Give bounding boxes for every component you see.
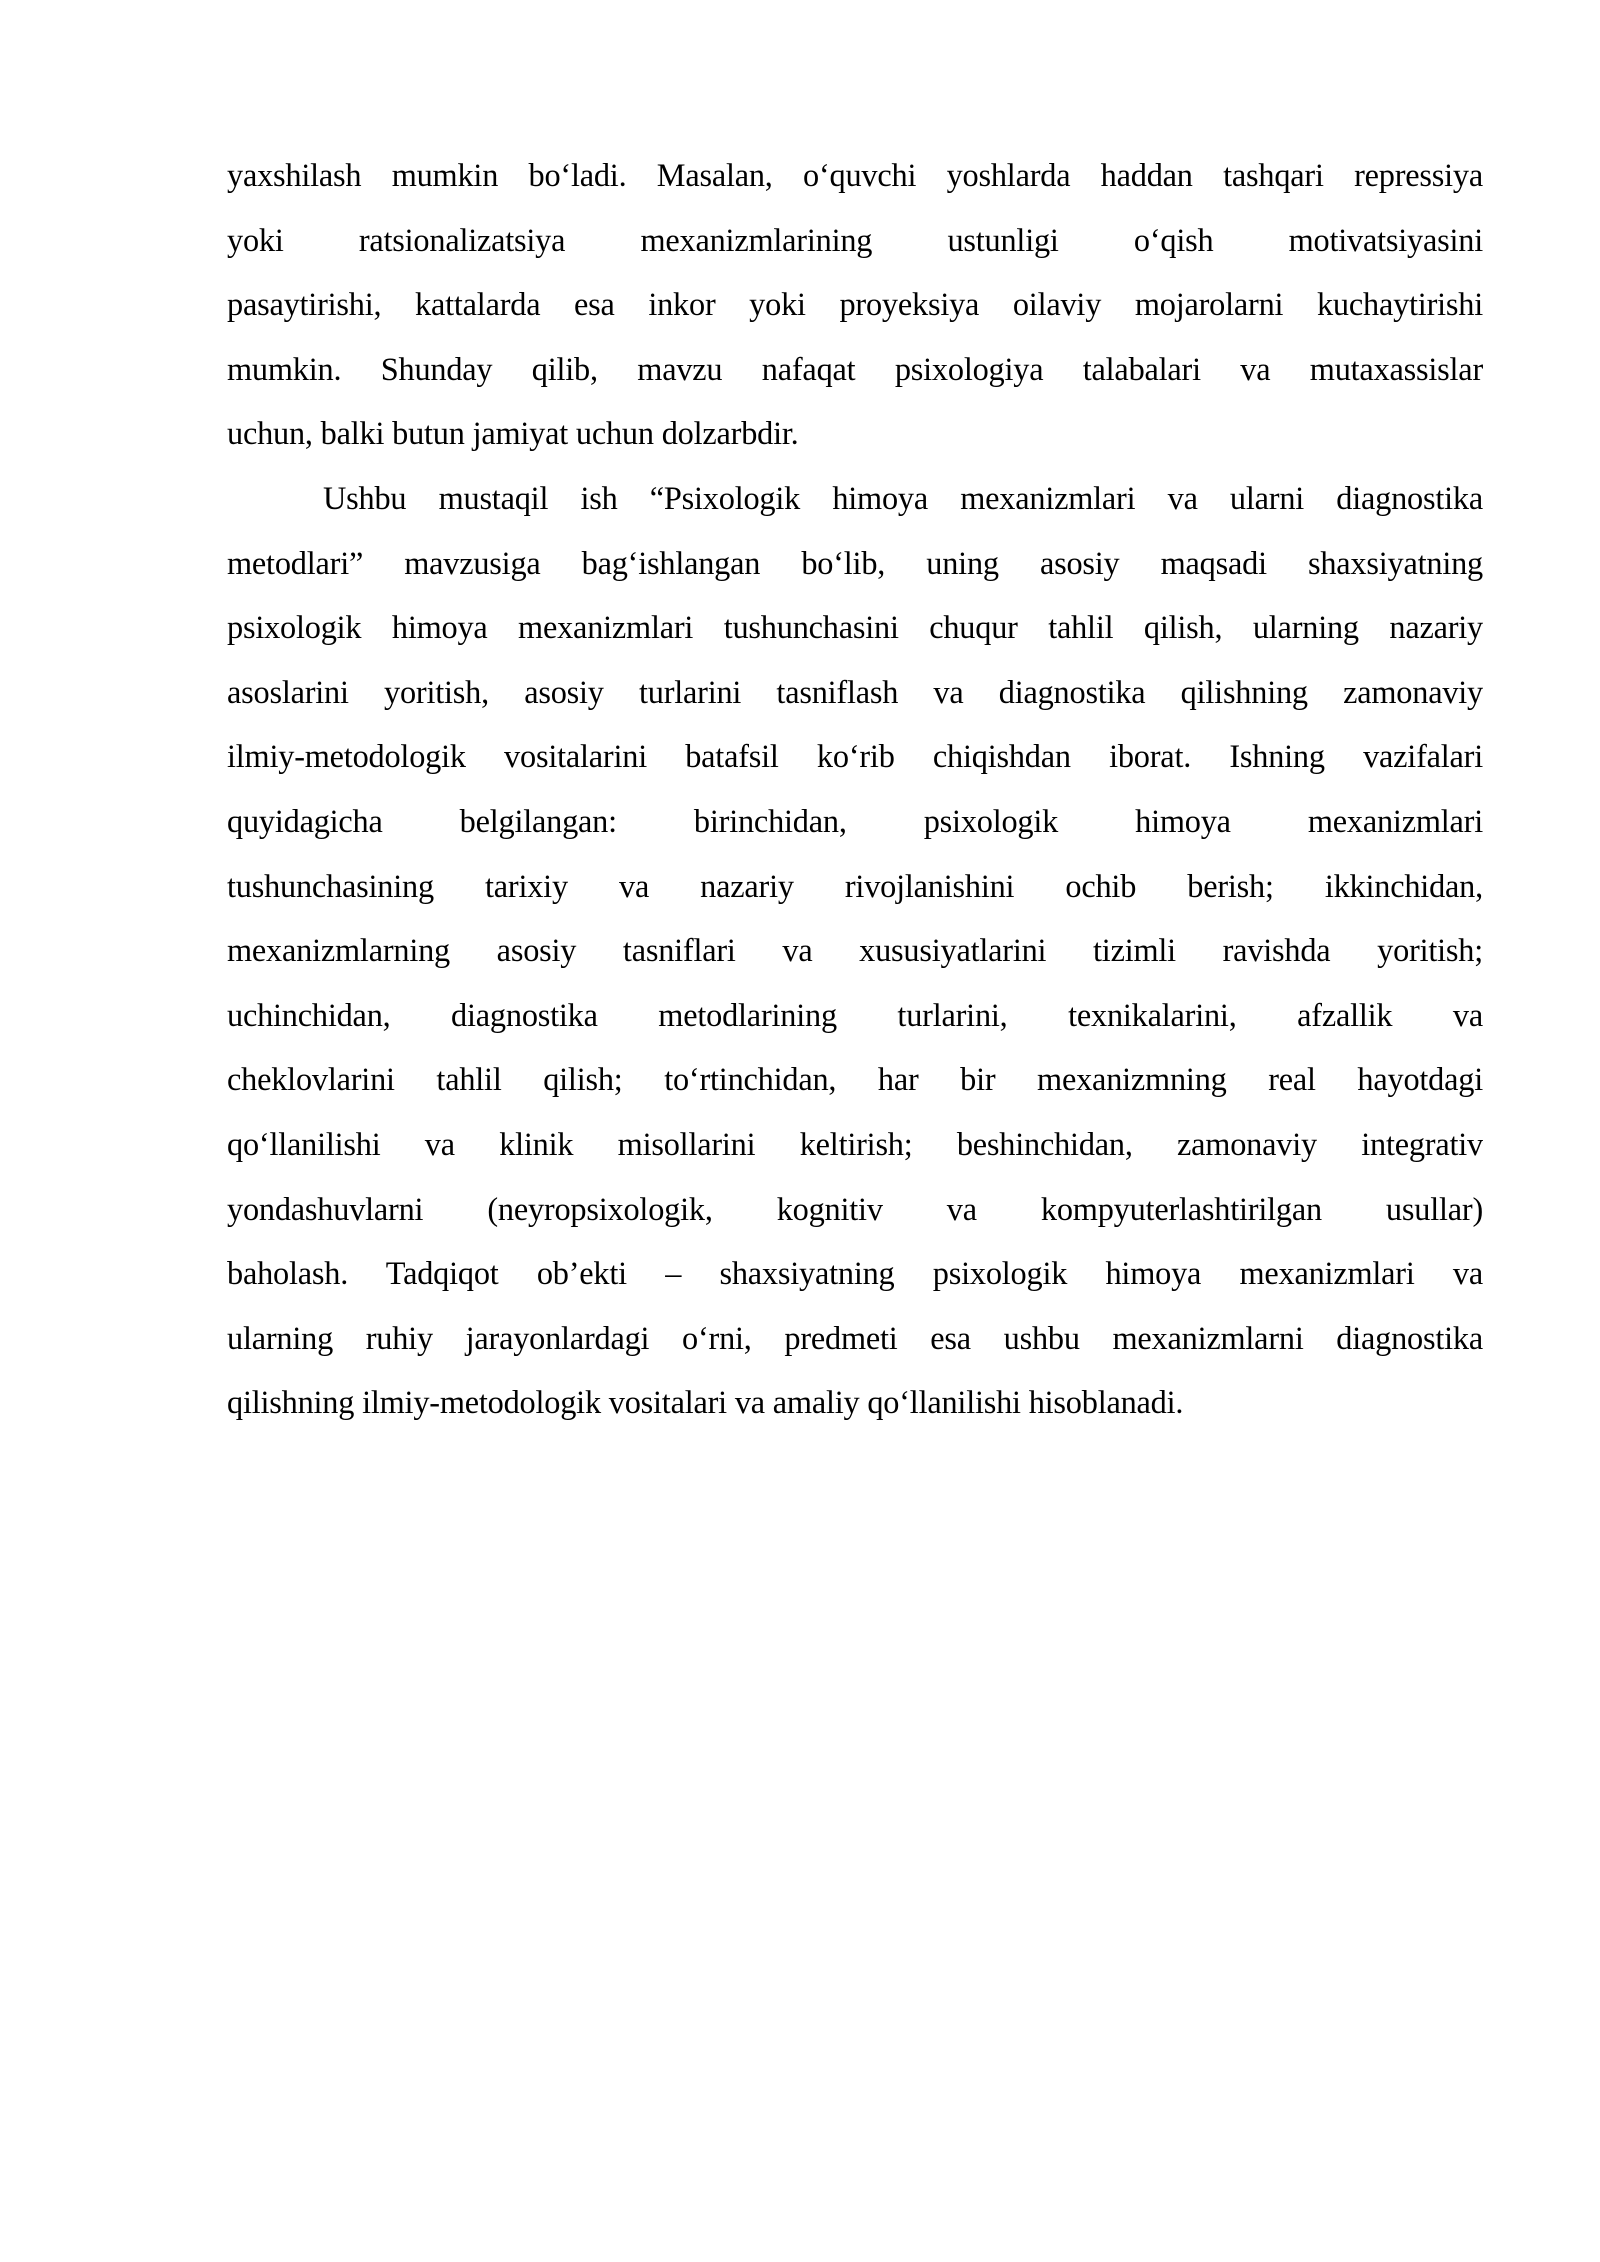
text-line: qilishning ilmiy-metodologik vositalari va amaliy qo‘llanilishi hisoblanadi. bbox=[227, 1384, 1184, 1421]
text-line: mexanizmlarning asosiy tasniflari va xususiyatlarini tizimli ravishda yoritish; bbox=[227, 932, 1483, 969]
text-line: uchun, balki butun jamiyat uchun dolzarbdir. bbox=[227, 415, 799, 452]
text-line: yaxshilash mumkin bo‘ladi. Masalan, o‘quvchi yoshlarda haddan tashqari repressiya bbox=[227, 157, 1483, 193]
text-line: quyidagicha belgilangan: birinchidan, psixologik himoya mexanizmlari bbox=[227, 802, 1483, 839]
text-line: tushunchasining tarixiy va nazariy rivojlanishini ochib berish; ikkinchidan, bbox=[227, 867, 1483, 904]
text-line: baholash. Tadqiqot ob’ekti – shaxsiyatning psixologik himoya mexanizmlari va bbox=[227, 1255, 1483, 1292]
text-line: yoki ratsionalizatsiya mexanizmlarining ustunligi o‘qish motivatsiyasini bbox=[227, 221, 1483, 258]
paragraph bbox=[227, 466, 1483, 1435]
text-line: uchinchidan, diagnostika metodlarining turlarini, texnikalarini, afzallik va bbox=[227, 996, 1483, 1033]
text-line: metodlari” mavzusiga bag‘ishlangan bo‘lib, uning asosiy maqsadi shaxsiyatning bbox=[227, 544, 1483, 581]
text-line: qo‘llanilishi va klinik misollarini keltirish; beshinchidan, zamonaviy integrativ bbox=[227, 1125, 1483, 1162]
text-line: ilmiy-metodologik vositalarini batafsil ko‘rib chiqishdan iborat. Ishning vazifalari bbox=[227, 738, 1483, 775]
text-block bbox=[227, 143, 1483, 1435]
text-line: cheklovlarini tahlil qilish; to‘rtinchidan, har bir mexanizmning real hayotdagi bbox=[227, 1061, 1483, 1098]
text-line: yondashuvlarni (neyropsixologik, kognitiv va kompyuterlashtirilgan usullar) bbox=[227, 1190, 1483, 1227]
text-line: asoslarini yoritish, asosiy turlarini tasniflash va diagnostika qilishning zamonaviy bbox=[227, 673, 1483, 710]
text-line: Ushbu mustaqil ish “Psixologik himoya mexanizmlari va ularni diagnostika bbox=[323, 479, 1483, 516]
text-line: pasaytirishi, kattalarda esa inkor yoki proyeksiya oilaviy mojarolarni kuchaytirishi bbox=[227, 286, 1483, 323]
text-line: psixologik himoya mexanizmlari tushunchasini chuqur tahlil qilish, ularning nazariy bbox=[227, 609, 1483, 646]
text-line: ularning ruhiy jarayonlardagi o‘rni, predmeti esa ushbu mexanizmlarni diagnostika bbox=[227, 1319, 1483, 1356]
text-line: mumkin. Shunday qilib, mavzu nafaqat psixologiya talabalari va mutaxassislar bbox=[227, 350, 1483, 387]
paragraph bbox=[227, 143, 1483, 466]
